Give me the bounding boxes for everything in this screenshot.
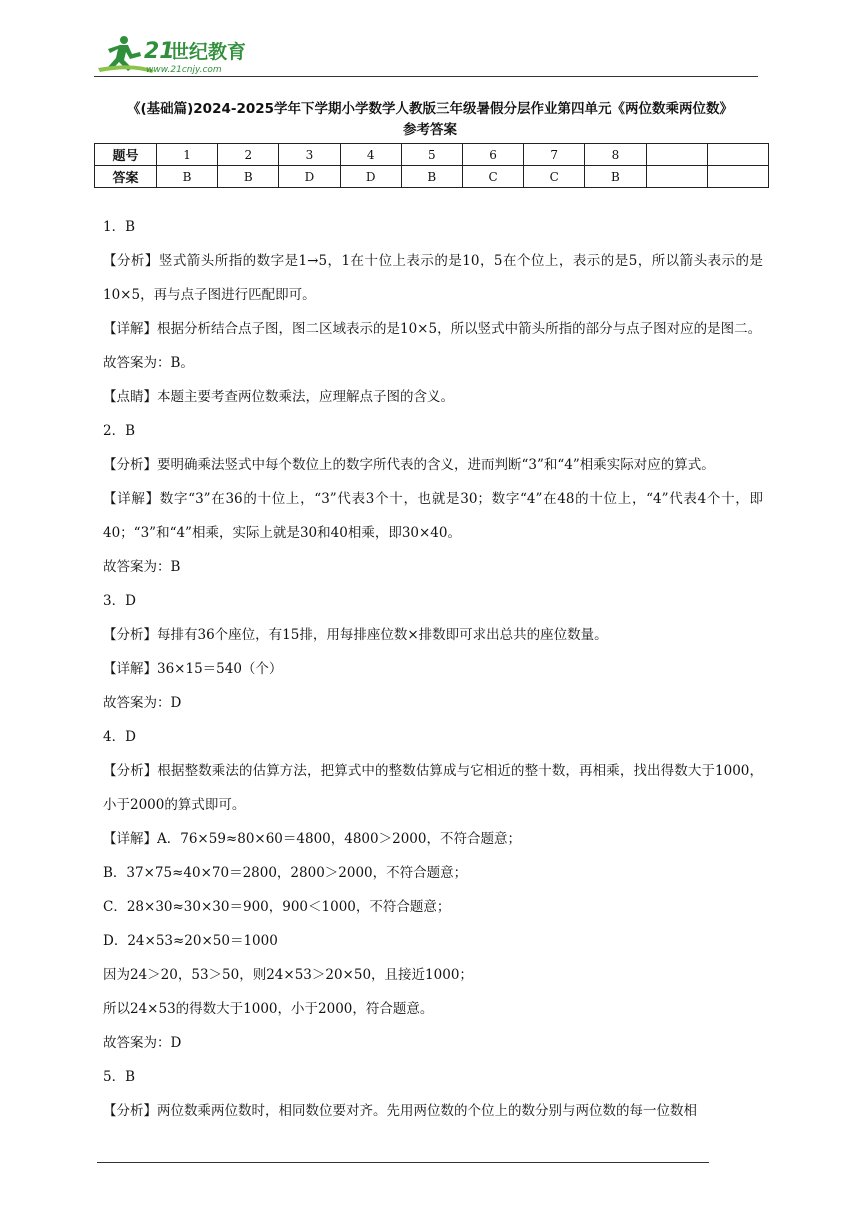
- detail-paragraph: 【详解】A．76×59≈80×60＝4800，4800＞2000，不符合题意；: [103, 831, 521, 847]
- detail-line: D．24×53≈20×50＝1000: [103, 933, 278, 949]
- svg-text:世纪教育: 世纪教育: [170, 41, 247, 63]
- comment-paragraph: 【点睛】本题主要考查两位数乘法，应理解点子图的含义。: [103, 389, 454, 405]
- footer-divider: [97, 1162, 709, 1163]
- question-number-cell: 4: [340, 144, 401, 166]
- analysis-paragraph: 【分析】根据整数乘法的估算方法，把算式中的整数估算成与它相近的整十数，再相乘，找出得数大于1000，小于2000的算式即可。: [103, 763, 763, 813]
- question-heading: 1．B: [103, 219, 136, 235]
- question-number-cell: 5: [401, 144, 462, 166]
- answer-cell: B: [585, 166, 646, 188]
- detail-paragraph: 【详解】数字“3”在36的十位上，“3”代表3个十，也就是30；数字“4”在48的十位上，“4”代表4个十，即40；“3”和“4”相乘，实际上就是30和40相乘，即30×40。: [103, 491, 763, 541]
- question-number-cell: 3: [279, 144, 340, 166]
- document-subtitle: 参考答案: [403, 122, 457, 138]
- answer-cell: C: [524, 166, 585, 188]
- site-logo: [94, 32, 264, 76]
- document-title: 《(基础篇)2024-2025学年下学期小学数学人教版三年级暑假分层作业第四单元《两位数乘两位数》: [126, 101, 734, 117]
- table-row: [95, 166, 769, 188]
- answer-cell: [646, 166, 707, 188]
- page-header: [94, 30, 758, 78]
- question-number-cell: 8: [585, 144, 646, 166]
- analysis-paragraph: 【分析】要明确乘法竖式中每个数位上的数字所代表的含义，进而判断“3”和“4”相乘实际对应的算式。: [103, 457, 715, 473]
- answer-explanations: [103, 210, 763, 1128]
- question-heading: 2．B: [103, 423, 136, 439]
- answer-line: 故答案为：D: [103, 695, 182, 711]
- question-number-cell: [707, 144, 768, 166]
- answer-cell: C: [462, 166, 523, 188]
- question-number-cell: 1: [157, 144, 218, 166]
- answer-cell: B: [401, 166, 462, 188]
- header-divider: [94, 76, 758, 77]
- table-header-cell: 答案: [95, 166, 157, 188]
- detail-paragraph: 【详解】根据分析结合点子图，图二区域表示的是10×5，所以竖式中箭头所指的部分与点子图对应的是图二。: [103, 321, 762, 337]
- question-number-cell: [646, 144, 707, 166]
- answer-cell: [707, 166, 768, 188]
- answer-line: 故答案为：B。: [103, 355, 194, 371]
- question-heading: 4．D: [103, 729, 136, 745]
- answer-cell: B: [157, 166, 218, 188]
- table-header-cell: 题号: [95, 144, 157, 166]
- answer-cell: D: [340, 166, 401, 188]
- svg-text:21: 21: [144, 39, 175, 64]
- question-number-cell: 2: [218, 144, 279, 166]
- question-number-cell: 7: [524, 144, 585, 166]
- question-heading: 3．D: [103, 593, 136, 609]
- answer-line: 故答案为：B: [103, 559, 181, 575]
- answer-cell: B: [218, 166, 279, 188]
- analysis-paragraph: 【分析】竖式箭头所指的数字是1→5，1在十位上表示的是10，5在个位上，表示的是5，所以箭头表示的是10×5，再与点子图进行匹配即可。: [103, 253, 763, 303]
- answer-line: 故答案为：D: [103, 1035, 182, 1051]
- analysis-paragraph: 【分析】两位数乘两位数时，相同数位要对齐。先用两位数的个位上的数分别与两位数的每一位数相: [103, 1103, 697, 1119]
- detail-line: 所以24×53的得数大于1000，小于2000，符合题意。: [103, 1001, 434, 1017]
- detail-line: C．28×30≈30×30＝900，900＜1000，不符合题意；: [103, 899, 451, 915]
- svg-text:www.21cnjy.com: www.21cnjy.com: [146, 65, 222, 75]
- detail-line: B．37×75≈40×70＝2800，2800＞2000，不符合题意；: [103, 865, 468, 881]
- answer-cell: D: [279, 166, 340, 188]
- answer-table: [94, 143, 769, 188]
- detail-paragraph: 【详解】36×15＝540（个）: [103, 661, 283, 677]
- question-heading: 5．B: [103, 1069, 136, 1085]
- table-row: [95, 144, 769, 166]
- analysis-paragraph: 【分析】每排有36个座位，有15排，用每排座位数×排数即可求出总共的座位数量。: [103, 627, 608, 643]
- detail-line: 因为24＞20，53＞50，则24×53＞20×50，且接近1000；: [103, 967, 473, 983]
- question-number-cell: 6: [462, 144, 523, 166]
